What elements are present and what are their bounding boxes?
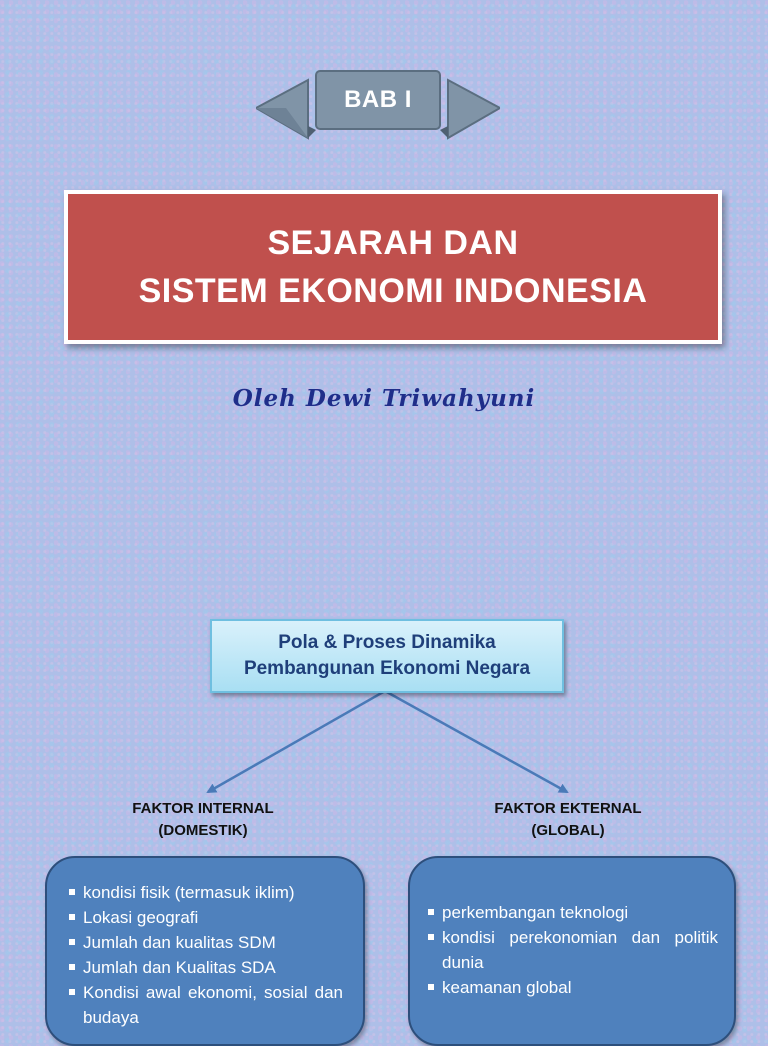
external-label-line-2: (GLOBAL) <box>531 822 605 839</box>
title-banner <box>64 190 722 344</box>
list-item: Jumlah dan Kualitas SDA <box>69 955 343 980</box>
internal-factors-list <box>69 880 343 1030</box>
list-item: Kondisi awal ekonomi, sosial dan budaya <box>69 980 343 1030</box>
title-line-1: SEJARAH DAN <box>267 224 519 262</box>
internal-factors-box <box>45 856 365 1046</box>
external-factors-box <box>408 856 736 1046</box>
list-item: Jumlah dan kualitas SDM <box>69 930 343 955</box>
title-line-2: SISTEM EKONOMI INDONESIA <box>138 272 648 310</box>
arrow-to-internal <box>208 691 385 792</box>
list-item: keamanan global <box>428 975 718 1000</box>
internal-label-line-1: FAKTOR INTERNAL <box>132 800 274 817</box>
list-item: kondisi perekonomian dan politik dunia <box>428 925 718 975</box>
external-factor-label <box>468 798 668 842</box>
author-name: Oleh Dewi Triwahyuni <box>232 385 536 412</box>
external-factors-list <box>428 900 718 1000</box>
list-item: perkembangan teknologi <box>428 900 718 925</box>
chapter-ribbon <box>256 68 500 144</box>
internal-factor-label <box>103 798 303 842</box>
external-label-line-1: FAKTOR EKTERNAL <box>494 800 642 817</box>
list-item: kondisi fisik (termasuk iklim) <box>69 880 343 905</box>
pola-line-2: Pembangunan Ekonomi Negara <box>243 658 531 679</box>
arrow-to-external <box>385 691 567 792</box>
pola-line-1: Pola & Proses Dinamika <box>278 632 496 653</box>
pola-proses-box <box>210 619 564 693</box>
list-item: Lokasi geografi <box>69 905 343 930</box>
internal-label-line-2: (DOMESTIK) <box>158 822 248 839</box>
chapter-label: BAB I <box>344 86 412 113</box>
